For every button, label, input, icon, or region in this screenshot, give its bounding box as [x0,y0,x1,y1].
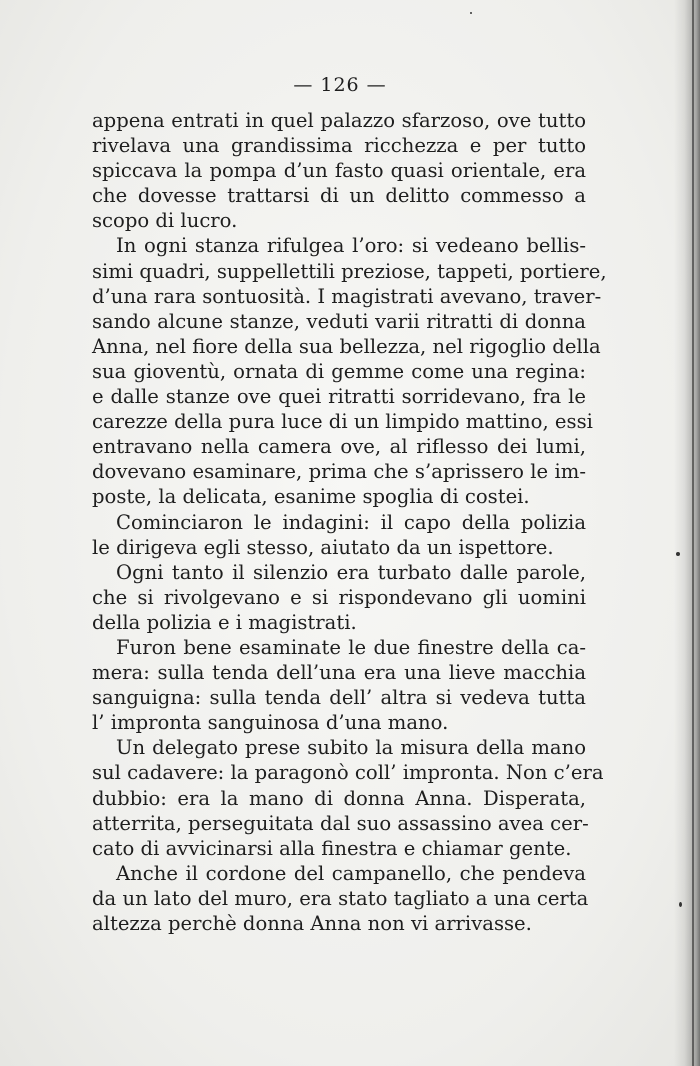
page-edge-shadow [674,0,700,1066]
page-number: — 126 — [293,74,387,96]
text-line: rivelava una grandissima ricchezza e per tutto [92,134,586,158]
text-line: e dalle stanze ove quei ritratti sorridevano, fra le [92,385,586,409]
body-text [92,108,607,936]
text-line: Cominciaron le indagini: il capo della polizia [116,510,586,534]
text-line: In ogni stanza rifulgea l’oro: si vedeano bellis- [116,234,586,258]
text-line: Anche il cordone del campanello, che pendeva [116,861,586,885]
text-line: Anna, nel fiore della sua bellezza, nel rigoglio della [92,334,601,358]
text-line: sua gioventù, ornata di gemme come una regina: [92,359,586,383]
text-line: sul cadavere: la paragonò coll’ impronta. Non c’era [92,761,604,785]
text-line: Ogni tanto il silenzio era turbato dalle parole, [116,560,586,584]
text-line: della polizia e i magistrati. [92,610,357,634]
text-line: simi quadri, suppellettili preziose, tappeti, portiere, [92,259,607,283]
text-line: cato di avvicinarsi alla finestra e chiamar gente. [92,836,572,860]
text-line: che dovesse trattarsi di un delitto commesso a [92,184,586,208]
text-line: che si rivolgevano e si rispondevano gli uomini [92,585,586,609]
text-line: Un delegato prese subito la misura della mano [116,736,586,760]
text-line: scopo di lucro. [92,209,238,233]
text-line: l’ impronta sanguinosa d’una mano. [92,711,449,735]
text-line: entravano nella camera ove, al riflesso dei lumi, [92,435,586,459]
text-line: poste, la delicata, esanime spoglia di costei. [92,485,530,509]
text-line: d’una rara sontuosità. I magistrati avevano, traver- [92,284,602,308]
text-line: dubbio: era la mano di donna Anna. Disperata, [92,786,586,810]
text-line: le dirigeva egli stesso, aiutato da un ispettore. [92,535,554,559]
text-line: altezza perchè donna Anna non vi arrivasse. [92,912,532,935]
text-line: da un lato del muro, era stato tagliato a una certa [92,886,589,910]
text-line: atterrita, perseguitata dal suo assassino avea cer- [92,811,589,835]
text-line: mera: sulla tenda dell’una era una lieve macchia [92,661,586,685]
text-line: sanguigna: sulla tenda dell’ altra si vedeva tutta [92,686,586,710]
text-line: spiccava la pompa d’un fasto quasi orientale, era [92,159,586,183]
text-line: dovevano esaminare, prima che s’aprissero le im- [92,460,586,484]
text-line: Furon bene esaminate le due finestre della ca- [116,635,586,659]
text-line: carezze della pura luce di un limpido mattino, essi [92,410,593,434]
text-line: sando alcune stanze, veduti varii ritratti di donna [92,309,586,333]
text-line: appena entrati in quel palazzo sfarzoso, ove tutto [92,109,586,132]
ink-speck [470,12,472,14]
